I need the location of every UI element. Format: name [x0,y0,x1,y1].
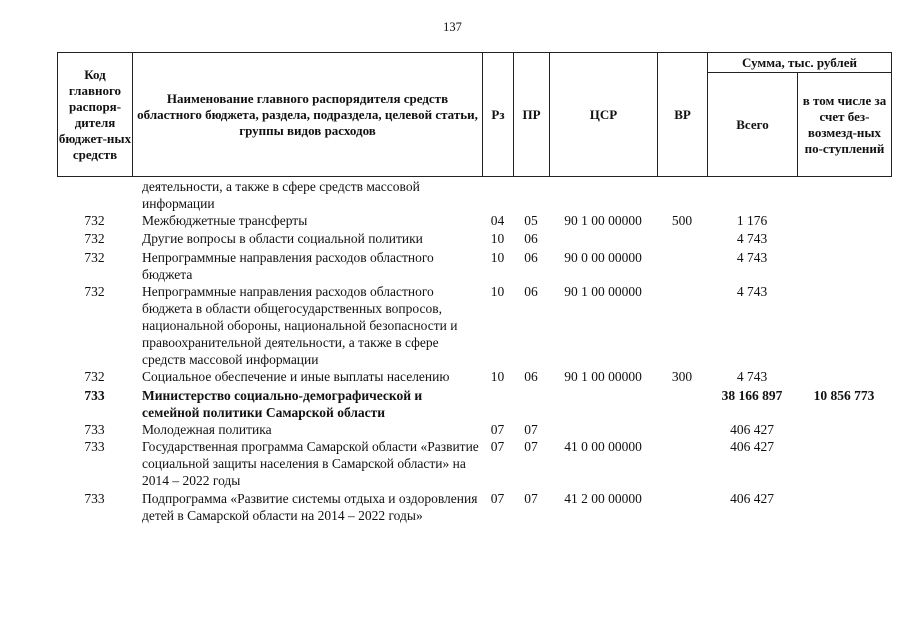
cell-total: 4 743 [736,369,768,384]
cell-name: Другие вопросы в области социальной политики [142,231,423,246]
table-row [57,421,891,438]
cell-code: 733 [84,422,105,437]
cell-code: 732 [84,231,105,246]
cell-total: 4 743 [736,250,768,265]
cell-total: 38 166 897 [721,388,783,403]
cell-name: Непрограммные направления расходов областного бюджета в области общегосударственных вопросов, национальной обороны, национальной безопасности и правоохранительной деятельности, а также в сфере средств массовой информации [142,284,458,367]
table-row [57,283,891,368]
cell-csr: 90 1 00 00000 [564,369,642,384]
table-row [57,230,891,247]
table-body [57,178,891,524]
cell-code: 732 [84,284,105,299]
cell-total: 1 176 [736,213,768,228]
page-number: 137 [443,20,462,34]
cell-total: 406 427 [730,439,774,454]
cell-total: 406 427 [730,491,774,506]
header-name: Наименование главного распорядителя средств областного бюджета, раздела, подраздела, целевой статьи, группы видов расходов [133,53,483,177]
cell-pr: 07 [524,491,538,506]
cell-vr: 500 [671,213,693,228]
cell-name: Межбюджетные трансферты [142,213,308,228]
cell-pr: 05 [524,213,538,228]
cell-code: 733 [84,388,105,403]
cell-csr: 90 1 00 00000 [564,284,642,299]
cell-code: 733 [84,439,105,454]
header-vr: ВР [658,53,708,177]
cell-pr: 06 [524,231,538,246]
header-rz: Рз [483,53,514,177]
table-row [57,178,891,212]
cell-rz: 07 [490,422,505,437]
cell-name: Социальное обеспечение и иные выплаты населению [142,369,450,384]
table-row [57,387,891,421]
header-free: в том числе за счет без-возмезд-ных по-ступлений [798,73,892,177]
table-row [57,438,891,489]
header-total: Всего [708,73,798,177]
cell-total: 406 427 [730,422,774,437]
cell-csr: 90 0 00 00000 [564,250,642,265]
cell-rz: 04 [490,213,505,228]
cell-code: 732 [84,213,105,228]
header-sum: Сумма, тыс. рублей [708,53,892,73]
cell-pr: 07 [524,422,538,437]
cell-free: 10 856 773 [813,388,875,403]
table-row [57,490,891,524]
cell-total: 4 743 [736,284,768,299]
header-pr: ПР [514,53,550,177]
cell-name: Непрограммные направления расходов областного бюджета [142,250,434,282]
table-header [57,52,892,177]
cell-pr: 06 [524,250,538,265]
cell-code: 733 [84,491,105,506]
cell-rz: 10 [490,284,505,299]
cell-csr: 41 0 00 00000 [564,439,642,454]
cell-rz: 10 [490,250,505,265]
cell-csr: 41 2 00 00000 [564,491,642,506]
header-code: Код главного распоря-дителя бюджет-ных средств [58,53,133,177]
cell-code: 732 [84,369,105,384]
cell-code: 732 [84,250,105,265]
cell-rz: 10 [490,369,505,384]
cell-name: Государственная программа Самарской области «Развитие социальной защиты населения в Самарской области» на 2014 – 2022 годы [142,439,479,488]
cell-csr: 90 1 00 00000 [564,213,642,228]
cell-name: Молодежная политика [142,422,272,437]
cell-pr: 07 [524,439,538,454]
cell-name: Подпрограмма «Развитие системы отдыха и оздоровления детей в Самарской области на 2014 – 2022 годы» [142,491,478,523]
cell-name: деятельности, а также в сфере средств массовой информации [142,179,420,211]
cell-rz: 10 [490,231,505,246]
table-row [57,249,891,283]
header-csr: ЦСР [550,53,658,177]
cell-name: Министерство социально-демографической и семейной политики Самарской области [142,388,423,420]
cell-pr: 06 [524,369,538,384]
table-row [57,368,891,385]
cell-vr: 300 [671,369,693,384]
cell-pr: 06 [524,284,538,299]
cell-rz: 07 [490,491,505,506]
cell-rz: 07 [490,439,505,454]
table-row [57,212,891,229]
cell-total: 4 743 [736,231,768,246]
